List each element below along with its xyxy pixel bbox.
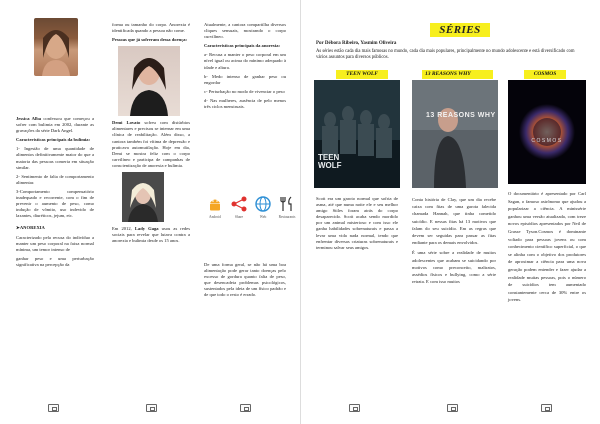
share-label: Share — [234, 215, 244, 219]
bulimia-item-2: 2- Sentimento de falta de comportamento alimentar. — [16, 173, 94, 185]
byline: Por Débora Ribeiro, Yasmim Oliveira — [316, 41, 397, 46]
cosmos-poster — [508, 80, 586, 184]
page-title: SÉRIES — [430, 23, 490, 37]
anorexia-item-a: a- Recusa a manter o peso corporal em um nível igual ou acima do mínimo adequado à idade e altura. — [204, 52, 286, 70]
footer-page-icon-3 — [240, 404, 251, 412]
footer-page-icon-1 — [48, 404, 59, 412]
footer-page-icon-2 — [146, 404, 157, 412]
demi-lovato-photo — [118, 46, 180, 116]
13-reasons-poster — [412, 80, 498, 188]
column-2 — [112, 22, 190, 247]
famous-heading: Pessoas que já sofreram dessa doença: — [112, 37, 188, 43]
footer-page-icon-4 — [349, 404, 360, 412]
teen-wolf-description — [316, 196, 398, 254]
gaga-text: usou as redes sociais para revelar que lutava contra a anorexia e bulimia desde os 15 anos. — [112, 226, 191, 244]
13-reasons-poster-text: 13 REASONS WHY — [426, 112, 496, 119]
demi-name: Demi Lovato — [112, 120, 141, 126]
bulimia-item-3: 3-Comportamento compensatório inadequado e recorrente, com o fim de prevenir o aumento de peso, como indução de vômito, uso indevido de laxantes, diuréticos, jejum, etc. — [16, 188, 94, 219]
share-icon — [230, 195, 248, 213]
column-3 — [204, 22, 286, 113]
cosmos-text: O documentário é apresentado por Carl Sagan, o famoso astrônomo que ajudou a popularizar a ciência. A minissérie ganhou uma versão atualizada, com treze novos episódios apresentados por Neil de Grasse Tyson.Cosmos é dominante voltado para pessoas jovens ou com conhecimento científico superficial, o que se alinha com o objetivo dos produtores de aproximar a ciência para uma nova geração podem entender e fazer ajudar a realidade muitas pessoas, pois o número de suicídios tem aumentado constantemente cerca de 30% entre os jovens. — [508, 191, 586, 303]
android-icon — [206, 195, 224, 213]
footer-page-icon-5 — [447, 404, 458, 412]
lady-gaga-photo — [122, 172, 164, 222]
cosmos-label: COSMOS — [524, 70, 566, 79]
jessica-name: Jessica Alba — [16, 116, 42, 121]
web-label: Web — [259, 215, 267, 219]
teen-wolf-text: Scott era um garoto normal que sofria de asma, até que numa noite ele e seu melhor amigo Stiles foram atrás do corpo desaparecido. Scott acaba sendo mordido por um animal misterioso e com isso ele ganha habilidades sobrenaturais e passa a levar uma vida nada normal, tendo que enfrentar diversas criaturas sobrenaturais e terminou salvar seus amigos. — [316, 196, 398, 250]
teen-wolf-poster-text: TEEN WOLF — [318, 153, 342, 170]
footer-page-icon-6 — [541, 404, 552, 412]
anorexia-para-1: Caracterizado pela recusa do indivíduo a manter um peso corporal na faixa normal mínima, um temor intenso de — [16, 234, 94, 252]
anorexia-item-d: d- Nas mulheres, ausência de pelo menos três ciclos menstruais. — [204, 97, 286, 110]
col3-bottom-para: De uma forma geral, se não há uma boa alimentação pode gerar tanto doenças pelo excesso de gordura quanto falta de peso, que desencadeia problemas psicológicos, sustentados pela ideia de um físico padrão e de que todo o resto é errado. — [204, 262, 286, 298]
13-reasons-label: 13 REASONS WHY — [422, 70, 493, 79]
bulimia-item-1: 1- Ingestão de uma quantidade de alimentos definitivamente maior do que a maioria das pessoas comeria em situação similar. — [16, 146, 94, 170]
teen-wolf-label: TEEN WOLF — [336, 70, 388, 79]
teen-wolf-poster — [314, 80, 400, 188]
jessica-alba-photo — [34, 18, 78, 76]
13-reasons-text-2: É uma série sobre a realidade de muitos adolescentes que acabam se suicidando por motivos como preconceito, maltratos, assédios físicos e bullying, como a série retrata. E com isso muitos — [412, 250, 496, 285]
anorexia-heading: ➤ANOREXIA — [16, 225, 45, 231]
arrow-icon: ➤ — [16, 225, 20, 231]
column-1 — [16, 0, 94, 271]
android-label: Android — [209, 215, 221, 219]
anorexia-item-c: c- Perturbação no modo de vivenciar o peso — [204, 88, 285, 94]
demi-text: sofreu com distúrbios alimentares e precisou se internar em uma clínica de reabilitação. Além disso, a cantora também foi vítima de depressão e praticava automutilação. Hoje em dia, Demi se mostra feliz com o corpo carvilíneo e participa de campanhas de conscientização de anorexia e bulimia. — [112, 120, 190, 168]
intro-para: As séries estão cada dia mais famosas no mundo, cada dia mais populares, principalmente no mundo adolescente e está diversificado com vários assuntos para diversos públicos. — [316, 49, 575, 61]
bulimia-chars-heading: Caracteristicas principais da bulimia: — [16, 137, 91, 143]
globe-icon — [254, 195, 272, 213]
13-reasons-text-1: Conta história de Clay, que um dia recebe caixa com fitas de uma garota falecida chamada Hannah, que tinha cometido suicídio. E nessas fitas há 13 motivos que falam do seu suicídio. Em as regras que devem ser seguidas para passar as fitas endiante para os demais envolvidos. — [412, 197, 496, 246]
app-icons-group — [200, 195, 296, 245]
restaurants-label: Restaurants — [278, 215, 296, 219]
gaga-name: Lady Gaga — [134, 226, 159, 232]
gaga-prefix: Em 2012, — [112, 226, 135, 232]
column-3-bottom — [204, 262, 286, 302]
restaurant-icon — [278, 195, 296, 213]
anorexia-chars-heading: Características principais da anorexia: — [204, 43, 281, 49]
13-reasons-description — [412, 196, 496, 288]
anorexia-para-2: ganhar peso e uma perturbação significativa na percepção da — [16, 255, 94, 267]
col3-top-para: Atualmente, a cantora compartilha diversos cliques sensuais, mostrando o corpo curvilíneo. — [204, 22, 286, 40]
cosmos-poster-text: COSMOS — [531, 138, 563, 144]
col2-top-para: forma ou tamanho do corpo. Anorexia é identificada quando a pessoa não come. — [112, 22, 190, 34]
anorexia-item-b: b- Medo intenso de ganhar peso ou engordar — [204, 73, 286, 85]
cosmos-description — [508, 190, 586, 307]
jessica-caption: confessou que começou a sofrer com bulimia em 2002, durante as gravações da série Dark Angel. — [16, 116, 94, 134]
